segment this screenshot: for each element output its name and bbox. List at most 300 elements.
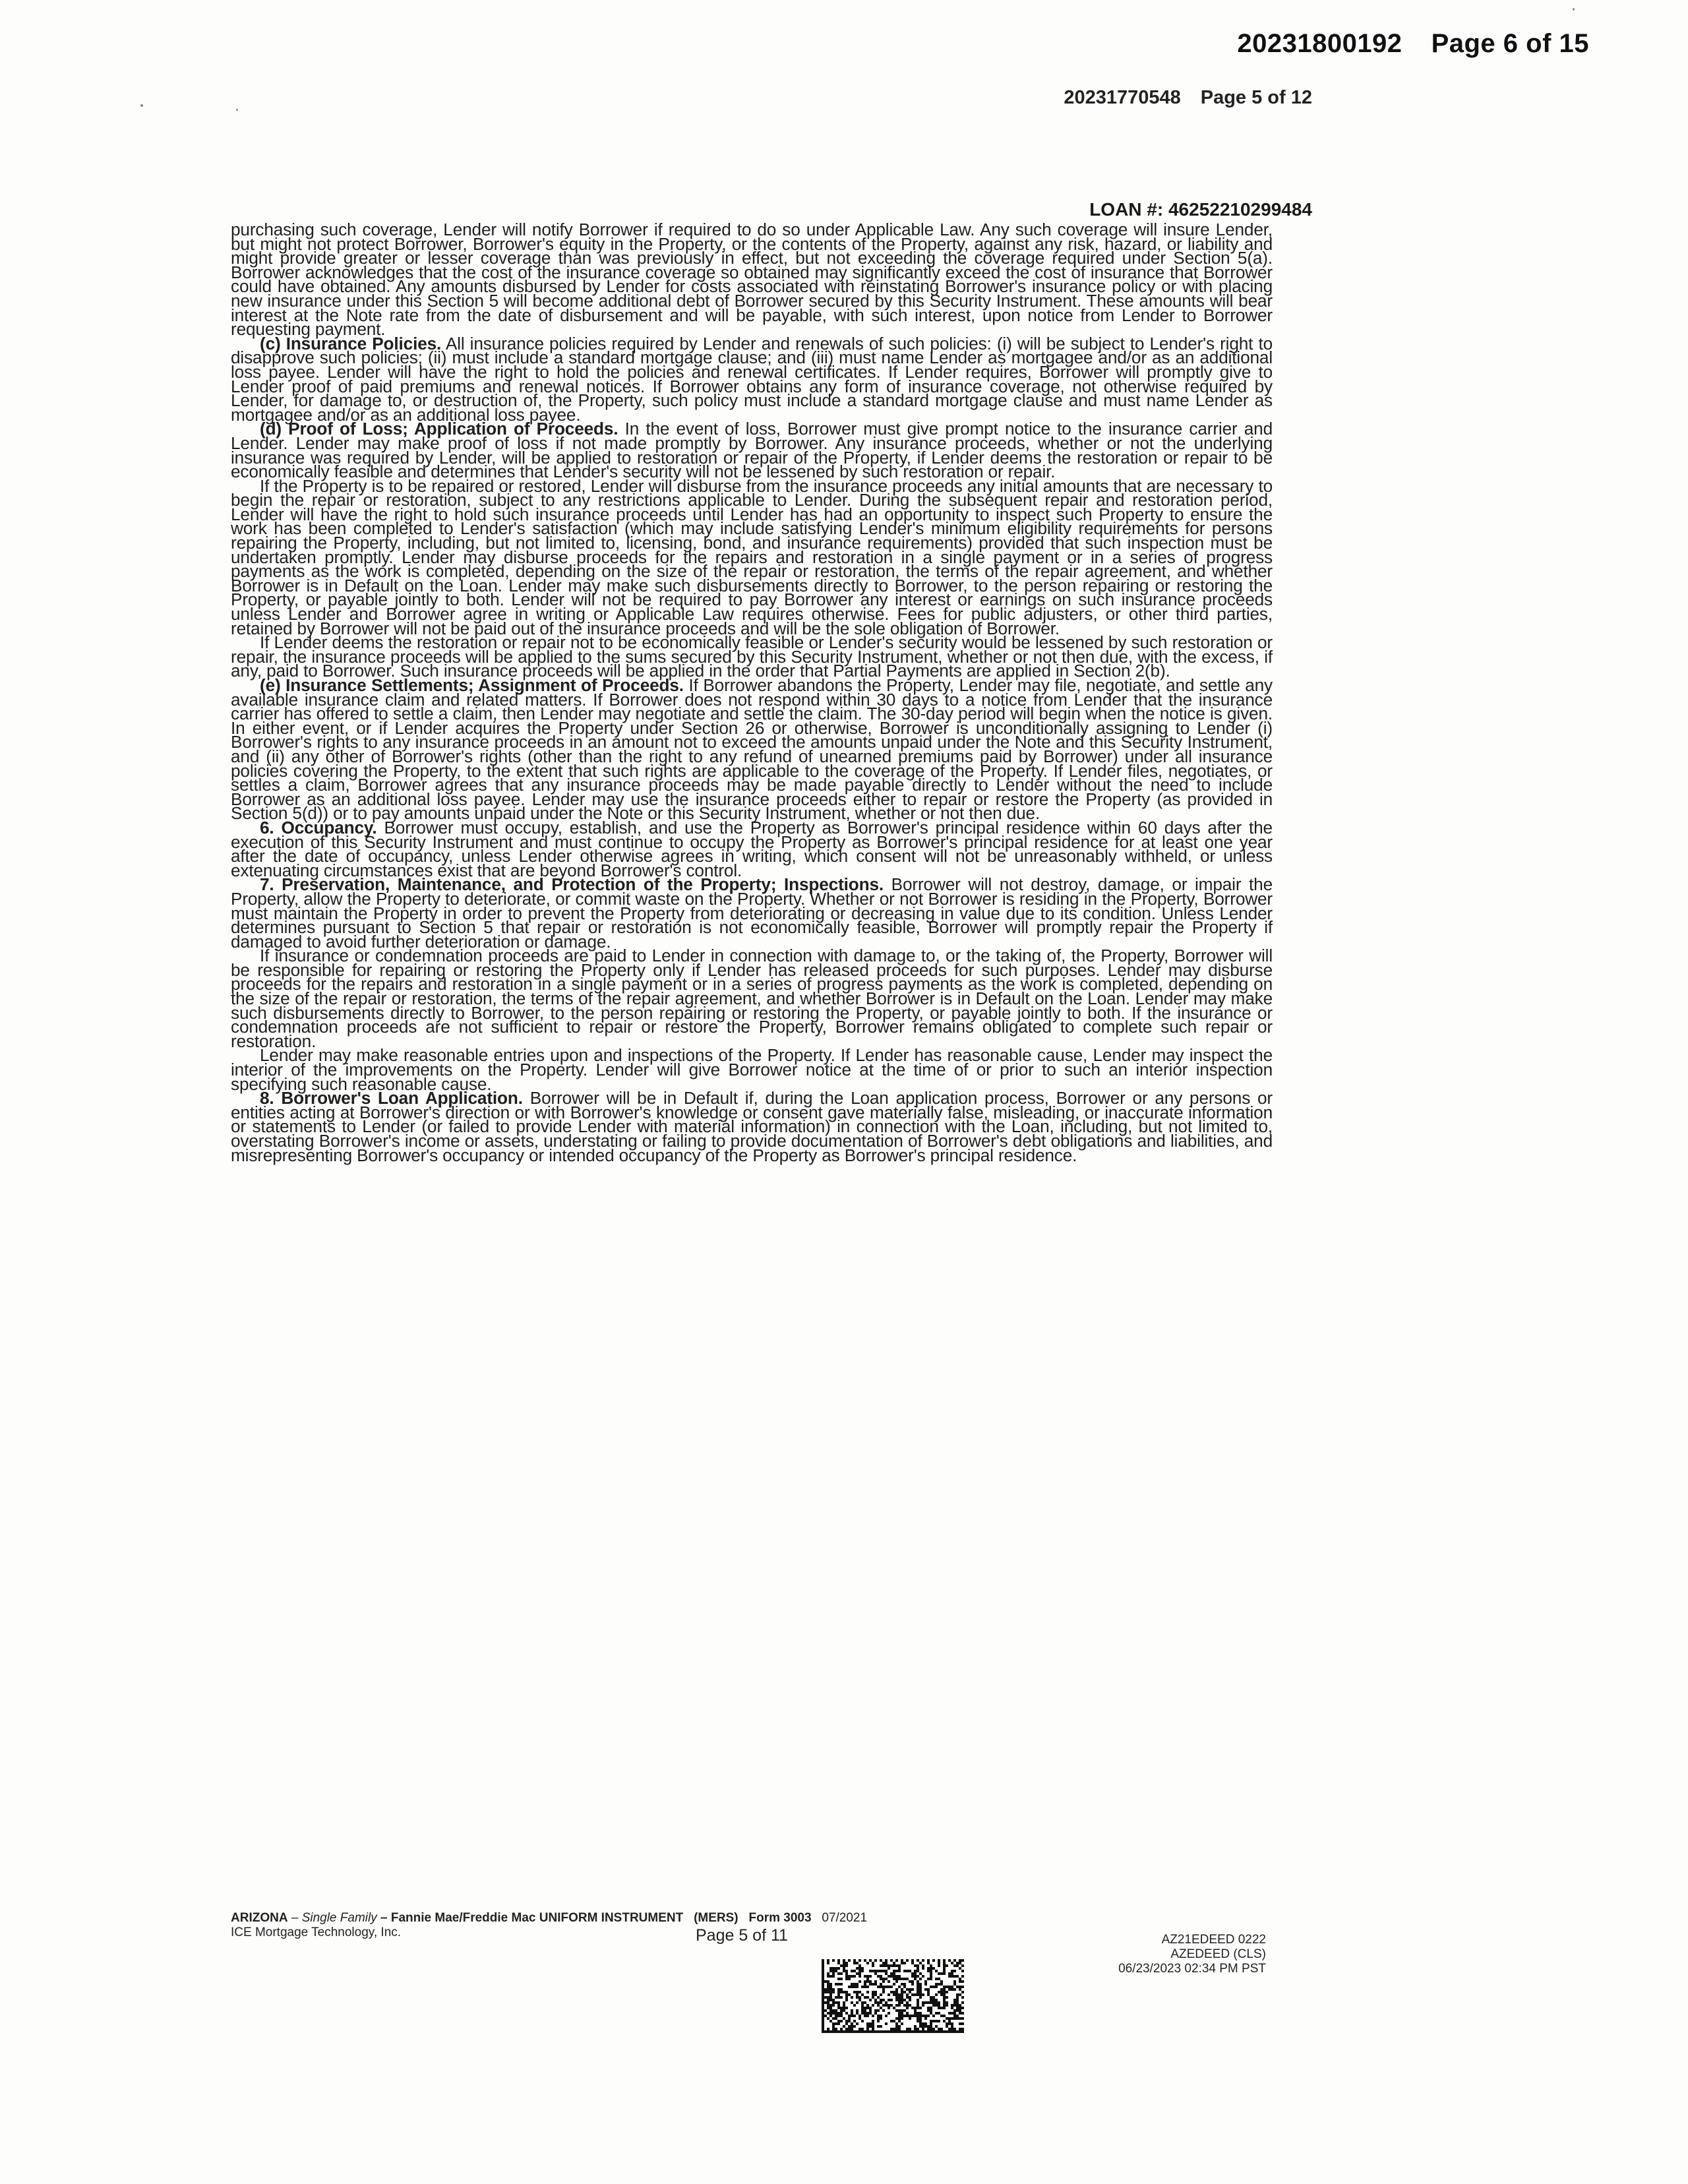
barcode-module xyxy=(906,2015,909,2017)
barcode-module xyxy=(893,2020,895,2022)
barcode-module xyxy=(866,1991,869,1993)
barcode-module xyxy=(898,1999,901,2001)
barcode-module xyxy=(943,1996,946,1999)
barcode-module xyxy=(898,2020,901,2022)
barcode-module xyxy=(864,1986,866,1988)
barcode-module xyxy=(827,2028,829,2030)
barcode-module xyxy=(829,2015,832,2017)
barcode-module xyxy=(953,1980,956,1983)
barcode-module xyxy=(932,2001,935,2004)
barcode-module xyxy=(940,1991,943,1993)
barcode-module xyxy=(930,1986,932,1988)
barcode-module xyxy=(938,1964,940,1967)
barcode-module xyxy=(940,1993,943,1996)
barcode-module xyxy=(827,1996,829,1999)
barcode-module xyxy=(917,2001,919,2004)
barcode-module xyxy=(824,2009,827,2012)
barcode-module xyxy=(898,2004,901,2007)
barcode-module xyxy=(959,2012,961,2015)
barcode-module xyxy=(843,2001,845,2004)
barcode-module xyxy=(917,1993,919,1996)
barcode-module xyxy=(872,1993,874,1996)
barcode-module xyxy=(832,2012,835,2015)
barcode-module xyxy=(895,1993,898,1996)
barcode-module xyxy=(890,1975,893,1978)
barcode-module xyxy=(859,1980,861,1983)
barcode-module xyxy=(880,1975,882,1978)
barcode-module xyxy=(948,1986,951,1988)
barcode-module xyxy=(927,2001,930,2004)
barcode-module xyxy=(951,1962,953,1964)
barcode-module xyxy=(890,1986,893,1988)
barcode-module xyxy=(877,2009,880,2012)
barcode-module xyxy=(919,1983,922,1986)
barcode-module xyxy=(856,2012,859,2015)
barcode-module xyxy=(882,1980,885,1983)
barcode-module xyxy=(938,2004,940,2007)
barcode-module xyxy=(880,2025,882,2028)
barcode-module xyxy=(851,1986,853,1988)
barcode-module xyxy=(832,2022,835,2025)
barcode-module xyxy=(856,2001,859,2004)
barcode-module xyxy=(898,1970,901,1972)
barcode-module xyxy=(895,2025,898,2028)
barcode-module xyxy=(872,1991,874,1993)
barcode-module xyxy=(943,1959,946,1962)
barcode-module xyxy=(903,1986,906,1988)
barcode-module xyxy=(864,1980,866,1983)
barcode-module xyxy=(856,1962,859,1964)
barcode-module xyxy=(948,2020,951,2022)
barcode-module xyxy=(851,2012,853,2015)
barcode-module xyxy=(843,1970,845,1972)
barcode-module xyxy=(893,1983,895,1986)
barcode-module xyxy=(906,1988,909,1991)
barcode-module xyxy=(914,1964,917,1967)
barcode-module xyxy=(845,1972,848,1975)
barcode-module xyxy=(856,1991,859,1993)
barcode-module xyxy=(843,1967,845,1970)
barcode-module xyxy=(885,1970,888,1972)
barcode-module xyxy=(880,1999,882,2001)
barcode-module xyxy=(856,1993,859,1996)
barcode-module xyxy=(922,1964,924,1967)
barcode-module xyxy=(914,1970,917,1972)
barcode-module xyxy=(961,2017,964,2020)
barcode-module xyxy=(919,1988,922,1991)
barcode-module xyxy=(906,1996,909,1999)
barcode-module xyxy=(877,2001,880,2004)
barcode-module xyxy=(827,1962,829,1964)
section-5d-paragraph-3: If Lender deems the restoration or repair not to be economically feasible or Lender's security would be lessened by such restoration or repair, the insurance proceeds will be applied to the sums secured by this Security Instrument, whether or not then due, with the excess, if any, paid to Borrower. Such insurance proceeds will be applied in the order that Partial Payments are applied in Section 2(b). xyxy=(231,632,1273,681)
barcode-module xyxy=(898,2009,901,2012)
barcode-module xyxy=(880,2017,882,2020)
barcode-module xyxy=(877,2025,880,2028)
barcode-module xyxy=(840,2012,843,2015)
barcode-module xyxy=(959,1962,961,1964)
barcode-module xyxy=(914,2007,917,2009)
barcode-module xyxy=(961,2022,964,2025)
barcode-module xyxy=(903,2004,906,2007)
loan-number: LOAN #: 46252210299484 xyxy=(1089,199,1312,220)
barcode-module xyxy=(893,1993,895,1996)
barcode-module xyxy=(864,1996,866,1999)
barcode-module xyxy=(919,2025,922,2028)
barcode-module xyxy=(924,1983,927,1986)
barcode-module xyxy=(827,1980,829,1983)
barcode-module xyxy=(940,2015,943,2017)
barcode-module xyxy=(922,1959,924,1962)
barcode-module xyxy=(924,2017,927,2020)
barcode-module xyxy=(951,2004,953,2007)
barcode-module xyxy=(938,2028,940,2030)
barcode-module xyxy=(953,2017,956,2020)
barcode-module xyxy=(877,2015,880,2017)
barcode-module xyxy=(859,1999,861,2001)
barcode-module xyxy=(895,1980,898,1983)
barcode-module xyxy=(943,1986,946,1988)
barcode-module xyxy=(914,1993,917,1996)
barcode-module xyxy=(898,1964,901,1967)
barcode-module xyxy=(922,1993,924,1996)
barcode-module xyxy=(946,1986,948,1988)
barcode-module xyxy=(948,1972,951,1975)
barcode-module xyxy=(864,2007,866,2009)
barcode-module xyxy=(848,1959,851,1962)
barcode-module xyxy=(898,1967,901,1970)
barcode-module xyxy=(837,1993,840,1996)
barcode-module xyxy=(922,1967,924,1970)
barcode-module xyxy=(953,1964,956,1967)
barcode-module xyxy=(901,1962,903,1964)
barcode-module xyxy=(888,1980,890,1983)
barcode-module xyxy=(885,1972,888,1975)
section-5e: (e) Insurance Settlements; Assignment of Proceeds. If Borrower abandons the Property, Lender may file, negotiate, and settle any available insurance claim and related matters. If Borrower does not respond within 30 days to a notice from Lender that the insurance carrier has offered to settle a claim, then Lender may negotiate and settle the claim. The 30-day period will begin when the notice is given. In either event, or if Lender acquires the Property under Section 26 or otherwise, Borrower is unconditionally assigning to Lender (i) Borrower's rights to any insurance proceeds in an amount not to exceed the amounts unpaid under the Note and this Security Instrument, and (ii) any other of Borrower's rights (other than the right to any refund of unearned premiums paid by Borrower) under all insurance policies covering the Property, to the extent that such rights are applicable to the coverage of the Property. If Lender files, negotiates, or settles a claim, Borrower agrees that any insurance proceeds may be made payable directly to Lender without the need to include Borrower as an additional loss payee. Lender may use the insurance proceeds either to repair or restore the Property (as provided in Section 5(d)) or to pay amounts unpaid under the Note or this Security Instrument, whether or not then due. xyxy=(231,675,1273,824)
barcode-module xyxy=(909,1996,911,1999)
barcode-module xyxy=(917,1986,919,1988)
barcode-module xyxy=(906,2001,909,2004)
barcode-module xyxy=(843,2009,845,2012)
barcode-module xyxy=(859,1964,861,1967)
barcode-module xyxy=(853,1975,856,1978)
barcode-module xyxy=(843,1962,845,1964)
barcode-module xyxy=(877,1996,880,1999)
barcode-module xyxy=(848,2028,851,2030)
barcode-module xyxy=(927,2028,930,2030)
barcode-module xyxy=(832,2025,835,2028)
barcode-module xyxy=(882,1999,885,2001)
barcode-module xyxy=(866,2004,869,2007)
barcode-module xyxy=(959,2004,961,2007)
barcode-module xyxy=(851,2025,853,2028)
barcode-module xyxy=(917,2012,919,2015)
barcode-module xyxy=(848,2025,851,2028)
barcode-module xyxy=(827,1983,829,1986)
barcode-module xyxy=(866,1978,869,1980)
barcode-module xyxy=(917,2028,919,2030)
barcode-module xyxy=(946,2001,948,2004)
barcode-module xyxy=(866,1980,869,1983)
barcode-module xyxy=(903,1983,906,1986)
barcode-module xyxy=(946,2004,948,2007)
barcode-module xyxy=(943,1993,946,1996)
barcode-module xyxy=(959,1967,961,1970)
barcode-module xyxy=(880,2001,882,2004)
barcode-module xyxy=(898,2025,901,2028)
barcode-module xyxy=(956,1999,959,2001)
barcode-module xyxy=(901,2001,903,2004)
barcode-module xyxy=(829,1991,832,1993)
barcode-module xyxy=(829,2007,832,2009)
barcode-module xyxy=(888,1964,890,1967)
barcode-module xyxy=(943,1999,946,2001)
barcode-module xyxy=(827,2007,829,2009)
barcode-module xyxy=(956,2017,959,2020)
barcode-module xyxy=(953,1988,956,1991)
barcode-module xyxy=(927,1978,930,1980)
barcode-module xyxy=(856,1996,859,1999)
barcode-module xyxy=(935,2012,938,2015)
barcode-module xyxy=(880,1964,882,1967)
barcode-module xyxy=(890,1991,893,1993)
barcode-module xyxy=(843,1991,845,1993)
barcode-module xyxy=(959,1993,961,1996)
barcode-module xyxy=(853,2004,856,2007)
barcode-module xyxy=(890,1964,893,1967)
barcode-module xyxy=(898,2015,901,2017)
barcode-module xyxy=(885,2001,888,2004)
barcode-module xyxy=(824,1996,827,1999)
barcode-module xyxy=(872,2022,874,2025)
barcode-module xyxy=(930,2012,932,2015)
barcode-module xyxy=(851,1975,853,1978)
barcode-module xyxy=(922,2025,924,2028)
barcode-module xyxy=(829,1999,832,2001)
barcode-module xyxy=(874,1980,877,1983)
page-label-secondary: Page 5 of 12 xyxy=(1200,87,1312,108)
barcode-module xyxy=(829,1975,832,1978)
barcode-module xyxy=(906,2004,909,2007)
barcode-module xyxy=(840,2009,843,2012)
barcode-module xyxy=(845,1996,848,1999)
barcode-module xyxy=(874,2001,877,2004)
barcode-module xyxy=(940,1983,943,1986)
barcode-module xyxy=(938,1978,940,1980)
barcode-module xyxy=(930,1996,932,1999)
barcode-module xyxy=(909,2004,911,2007)
barcode-module xyxy=(959,1978,961,1980)
barcode-module xyxy=(901,1991,903,1993)
barcode-module xyxy=(829,2012,832,2015)
barcode-module xyxy=(888,1975,890,1978)
barcode-module xyxy=(898,1986,901,1988)
barcode-module xyxy=(845,2022,848,2025)
barcode-module xyxy=(932,1959,935,1962)
barcode-module xyxy=(943,1972,946,1975)
barcode-module xyxy=(919,2007,922,2009)
barcode-module xyxy=(864,2009,866,2012)
recording-stamp-primary xyxy=(1237,29,1589,59)
barcode-module xyxy=(930,1970,932,1972)
barcode-module xyxy=(906,1993,909,1996)
barcode-module xyxy=(837,1988,840,1991)
barcode-module xyxy=(893,1972,895,1975)
barcode-module xyxy=(911,2015,914,2017)
barcode-module xyxy=(909,2028,911,2030)
barcode-module xyxy=(824,2015,827,2017)
document-body xyxy=(231,220,1273,1165)
barcode-module xyxy=(882,1991,885,1993)
barcode-module xyxy=(956,1993,959,1996)
barcode-module xyxy=(911,1983,914,1986)
barcode-module xyxy=(917,2004,919,2007)
barcode-module xyxy=(872,2015,874,2017)
barcode-module xyxy=(827,1972,829,1975)
barcode-module xyxy=(911,1993,914,1996)
barcode-module xyxy=(895,2017,898,2020)
barcode-module xyxy=(874,2012,877,2015)
barcode-module xyxy=(930,1967,932,1970)
barcode-module xyxy=(864,2015,866,2017)
barcode-module xyxy=(946,2025,948,2028)
barcode-image xyxy=(822,1959,964,2033)
barcode-module xyxy=(948,2028,951,2030)
barcode-module xyxy=(938,1959,940,1962)
barcode-module xyxy=(835,2012,837,2015)
barcode-module xyxy=(940,1980,943,1983)
barcode-module xyxy=(848,1993,851,1996)
barcode-module xyxy=(890,2028,893,2030)
barcode-module xyxy=(874,2009,877,2012)
barcode-module xyxy=(961,1964,964,1967)
section-5c-heading: (c) Insurance Policies. xyxy=(260,333,442,353)
barcode-module xyxy=(859,1991,861,1993)
barcode-module xyxy=(848,1978,851,1980)
barcode-module xyxy=(911,1988,914,1991)
barcode-module xyxy=(909,1980,911,1983)
barcode-module xyxy=(930,2020,932,2022)
barcode-module xyxy=(927,1970,930,1972)
barcode-module xyxy=(903,1999,906,2001)
barcode-module xyxy=(906,2028,909,2030)
barcode-module xyxy=(853,2015,856,2017)
barcode-module xyxy=(880,2007,882,2009)
barcode-module xyxy=(938,2001,940,2004)
barcode-module xyxy=(919,1972,922,1975)
barcode-module xyxy=(927,2009,930,2012)
barcode-module xyxy=(832,2009,835,2012)
barcode-module xyxy=(901,1988,903,1991)
barcode-module xyxy=(837,2015,840,2017)
barcode-module xyxy=(940,1972,943,1975)
barcode-module xyxy=(837,1972,840,1975)
barcode-module xyxy=(888,2004,890,2007)
barcode-module xyxy=(840,1964,843,1967)
barcode-module xyxy=(877,2004,880,2007)
barcode-module xyxy=(880,1959,882,1962)
barcode-module xyxy=(880,1983,882,1986)
barcode-module xyxy=(880,2015,882,2017)
barcode-module xyxy=(869,1975,872,1978)
barcode-module xyxy=(827,1988,829,1991)
barcode-module xyxy=(880,1978,882,1980)
barcode-module xyxy=(906,1970,909,1972)
section-8-heading: 8. Borrower's Loan Application. xyxy=(260,1088,523,1108)
barcode-module xyxy=(948,1959,951,1962)
barcode-module xyxy=(837,1962,840,1964)
barcode-module xyxy=(901,2015,903,2017)
barcode-module xyxy=(961,1996,964,1999)
barcode-module xyxy=(832,1967,835,1970)
barcode-module xyxy=(951,1975,953,1978)
barcode-module xyxy=(827,1959,829,1962)
barcode-module xyxy=(895,1996,898,1999)
page-label-primary: Page 6 of 15 xyxy=(1431,29,1589,58)
barcode-module xyxy=(866,1996,869,1999)
barcode-module xyxy=(882,1970,885,1972)
barcode-module xyxy=(859,1972,861,1975)
barcode-module xyxy=(837,1991,840,1993)
barcode-module xyxy=(961,2007,964,2009)
barcode-module xyxy=(895,2022,898,2025)
barcode-module xyxy=(832,1988,835,1991)
barcode-module xyxy=(885,1964,888,1967)
barcode-module xyxy=(837,2012,840,2015)
barcode-module xyxy=(953,1975,956,1978)
barcode-module xyxy=(917,1964,919,1967)
barcode-module xyxy=(827,2012,829,2015)
barcode-module xyxy=(856,1972,859,1975)
barcode-module xyxy=(917,1983,919,1986)
barcode-module xyxy=(877,1970,880,1972)
barcode-module xyxy=(877,2020,880,2022)
barcode-module xyxy=(903,1962,906,1964)
barcode-module xyxy=(917,2007,919,2009)
barcode-module xyxy=(874,1959,877,1962)
barcode-module xyxy=(861,2009,864,2012)
barcode-module xyxy=(888,1993,890,1996)
barcode-module xyxy=(851,1983,853,1986)
barcode-module xyxy=(856,1986,859,1988)
barcode-module xyxy=(959,1959,961,1962)
barcode-module xyxy=(953,2004,956,2007)
barcode-module xyxy=(845,2012,848,2015)
barcode-module xyxy=(840,1983,843,1986)
barcode-module xyxy=(882,1988,885,1991)
barcode-module xyxy=(859,2028,861,2030)
barcode-module xyxy=(961,1975,964,1978)
barcode-module xyxy=(861,2004,864,2007)
barcode-module xyxy=(866,1975,869,1978)
barcode-module xyxy=(851,2015,853,2017)
barcode-module xyxy=(829,2004,832,2007)
barcode-module xyxy=(885,2022,888,2025)
barcode-module xyxy=(829,1970,832,1972)
barcode-module xyxy=(895,1959,898,1962)
barcode-module xyxy=(959,1988,961,1991)
barcode-module xyxy=(901,2017,903,2020)
barcode-module xyxy=(961,2012,964,2015)
barcode-module xyxy=(880,1970,882,1972)
paragraph-coverage-continuation: purchasing such coverage, Lender will notify Borrower if required to do so under Applicable Law. Any such coverage will insure Lender, but might not protect Borrower, Borrower's equity in the Property, or the contents of the Property, against any risk, hazard, or liability and might provide greater or lesser coverage than was previously in effect, but not exceeding the coverage required under Section 5(a). Borrower acknowledges that the cost of the insurance coverage so obtained may significantly exceed the cost of insurance that Borrower could have obtained. Any amounts disbursed by Lender for costs associated with reinstating Borrower's insurance policy or with placing new insurance under this Section 5 will become additional debt of Borrower secured by this Security Instrument. These amounts will bear interest at the Note rate from the date of disbursement and will be payable, with such interest, upon notice from Lender to Borrower requesting payment. xyxy=(231,220,1273,340)
barcode-module xyxy=(893,1975,895,1978)
barcode-module xyxy=(917,1967,919,1970)
barcode-module xyxy=(953,2009,956,2012)
barcode-module xyxy=(932,1986,935,1988)
barcode-module xyxy=(893,2007,895,2009)
barcode-module xyxy=(829,2020,832,2022)
barcode-module xyxy=(869,1970,872,1972)
